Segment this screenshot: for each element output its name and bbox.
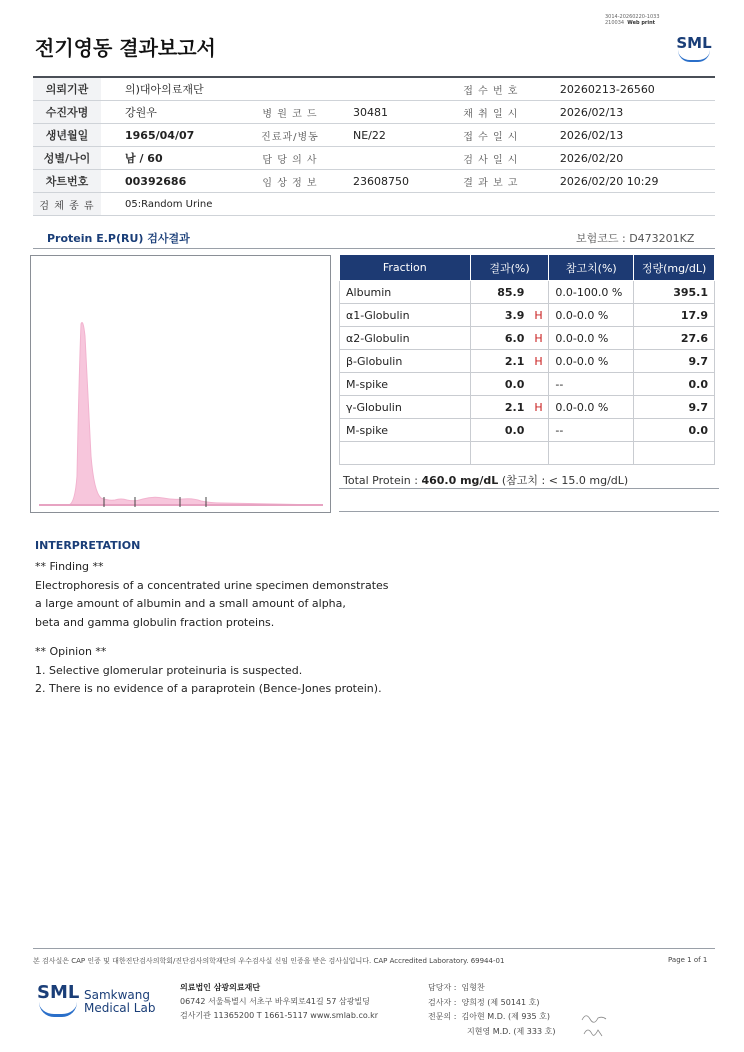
insurance-code: 보험코드 : D473201KZ (576, 232, 695, 245)
footer-divider (33, 948, 715, 949)
interpretation-body: ** Finding ** Electrophoresis of a concentrated urine specimen demonstrates a large amount of albumin and a small amount of alpha, beta and gamma globulin fraction proteins. ** Opinion ** 1. Selective glomerular proteinuria is suspected. 2. There is no evidence of a paraprotein (Bence-Jones protein). (35, 560, 389, 695)
section-title: Protein E.P(RU) 검사결과 (47, 232, 190, 245)
patient-info-table: 의뢰기관 의)대아의료재단 접 수 번 호 20260213-26560 수진자명 강원우 병 원 코 드 30481 채 취 일 시 2026/02/13 생년월일 1965/04/07 진료과/병동 NE/22 접 수 일 시 2026/02/13 성별/나이 남 / 60 담 당 의 사 검 사 일 시 2026/02/20 차트번호 00392686 임 상 정 보 23608750 결 과 보 고 2026/02/20 10:29 검 체 종 류 05:Random Urine (33, 76, 715, 216)
organization-info: 의료법인 삼광의료재단 06742 서울특별시 서초구 바우뫼로41길 57 삼광빌딩 검사기관 11365200 T 1661-5117 www.smlab.co.kr (180, 983, 379, 1020)
total-protein: Total Protein : 460.0 mg/dL (참고치 : < 15.0 mg/dL) (343, 474, 629, 487)
electrophoresis-curve (31, 256, 330, 512)
table-row: α1-Globulin 3.9 H 0.0-0.0 % 17.9 (340, 304, 715, 327)
divider (33, 248, 715, 249)
table-row: M-spike 0.0 -- 0.0 (340, 373, 715, 396)
sml-logo: SML (676, 32, 712, 62)
table-row: α2-Globulin 6.0 H 0.0-0.0 % 27.6 (340, 327, 715, 350)
albumin-peak (39, 323, 323, 506)
divider (339, 488, 719, 489)
cap-statement: 본 검사실은 CAP 인증 및 대한진단검사의학회/진단검사의학재단의 우수검사실 신임 인증을 받은 검사실입니다. CAP Accredited Laboratory. 69944-01 (33, 957, 505, 965)
electrophoresis-graph (30, 255, 331, 513)
page-title: 전기영동 결과보고서 (35, 36, 216, 60)
interpretation-heading: INTERPRETATION (35, 539, 141, 552)
signature-image (580, 1010, 610, 1040)
signatures (580, 1010, 610, 1045)
results-table: Fraction 결과(%) 참고치(%) 정량(mg/dL) Albumin 85.9 0.0-100.0 % 395.1 α1-Globulin 3.9 H 0.0-0.0 % 17.9 α2-Globulin 6.0 H 0.0-0.0 % 27.6 β-Globulin 2.1 H 0.0-0.0 % 9.7 M-spike 0.0 -- 0.0 γ-Globulin 2.1 H 0.0-0.0 % 9.7 M-spike 0.0 -- 0.0 (339, 254, 715, 465)
divider (339, 511, 719, 512)
table-row: Albumin 85.9 0.0-100.0 % 395.1 (340, 281, 715, 304)
report-code: 3014-20260220-1033 210034 Web print (605, 14, 660, 26)
lab-name: Samkwang Medical Lab (84, 988, 156, 1015)
page-number: Page 1 of 1 (668, 956, 708, 964)
table-row (340, 442, 715, 465)
table-row: M-spike 0.0 -- 0.0 (340, 419, 715, 442)
table-row: β-Globulin 2.1 H 0.0-0.0 % 9.7 (340, 350, 715, 373)
staff-list: 담당자 : 임형찬 검사자 : 양희정 (제 50141 호) 전문의 : 김아현 M.D. (제 935 호) 지현영 M.D. (제 333 호) (428, 983, 556, 1036)
table-row: γ-Globulin 2.1 H 0.0-0.0 % 9.7 (340, 396, 715, 419)
samkwang-logo: SML (37, 980, 79, 1020)
